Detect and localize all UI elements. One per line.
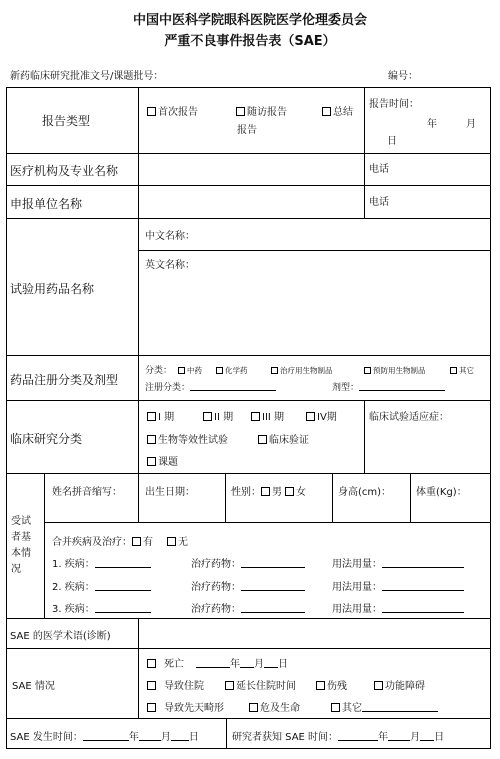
- checkbox-icon: [271, 367, 278, 374]
- subject-label-1: 受试: [11, 516, 31, 527]
- checkbox-icon: [147, 457, 156, 466]
- disease-2-field[interactable]: 2. 疾病：: [52, 578, 151, 593]
- institution-phone-label: 电话: [369, 164, 389, 175]
- report-followup-option[interactable]: 随访报告: [236, 103, 287, 118]
- blank-line: [382, 603, 464, 613]
- checkbox-icon: [147, 703, 156, 712]
- congenital-option[interactable]: 导致先天畸形: [147, 699, 224, 714]
- weight-label: 体重(Kg)：: [416, 487, 467, 498]
- checkbox-icon: [147, 107, 156, 116]
- checkbox-icon: [236, 107, 245, 116]
- category-chem-option[interactable]: 化学药: [216, 365, 248, 376]
- report-time-day: 日: [387, 136, 397, 147]
- checkbox-icon: [322, 107, 331, 116]
- category-tcm-option[interactable]: 中药: [178, 365, 202, 376]
- checkbox-icon: [178, 367, 185, 374]
- checkbox-icon: [331, 703, 340, 712]
- height-label: 身高(cm)：: [338, 487, 392, 498]
- sae-awareness-field[interactable]: 研究者获知 SAE 时间： 年 月 日: [232, 732, 445, 743]
- institution-label: 医疗机构及专业名称: [10, 164, 119, 178]
- blank-line: [240, 658, 254, 668]
- drug-2-field[interactable]: 治疗药物：: [191, 578, 305, 593]
- blank-line: [382, 581, 464, 591]
- checkbox-icon: [225, 681, 234, 690]
- form-title: 中国中医科学院眼科医院医学伦理委员会: [132, 13, 367, 28]
- phase-1-option[interactable]: I 期: [147, 408, 174, 423]
- phase-3-option[interactable]: III 期: [251, 408, 284, 423]
- topic-option[interactable]: 课题: [147, 453, 178, 468]
- dosage-form-blank: [359, 381, 445, 391]
- sae-onset-field[interactable]: SAE 发生时间： 年 月 日: [10, 732, 199, 743]
- serial-number-label: 编号：: [388, 71, 418, 82]
- dysfunction-option[interactable]: 功能障碍: [374, 677, 425, 692]
- blank-line: [241, 581, 305, 591]
- dosage-form-field[interactable]: 剂型：: [332, 380, 445, 393]
- report-summary-option[interactable]: 总结: [322, 103, 353, 118]
- checkbox-icon: [147, 659, 156, 668]
- bioequivalence-option[interactable]: 生物等效性试验: [147, 431, 228, 446]
- checkbox-icon: [203, 412, 212, 421]
- sae-term-label: SAE 的医学术语(诊断): [10, 631, 111, 642]
- subject-label-2: 者基: [11, 532, 31, 543]
- checkbox-icon: [364, 367, 371, 374]
- usage-1-field[interactable]: 用法用量：: [332, 555, 464, 570]
- approval-number-label: 新药临床研究批准文号/课题批号：: [10, 71, 164, 82]
- checkbox-icon: [261, 487, 270, 496]
- report-type-label: 报告类型: [42, 114, 91, 128]
- drug-name-label: 试验用药品名称: [10, 282, 95, 296]
- checkbox-icon: [374, 681, 383, 690]
- blank-line: [241, 603, 305, 613]
- report-time-year: 年: [427, 119, 437, 130]
- other-option[interactable]: 其它: [331, 699, 438, 714]
- blank-line: [95, 581, 151, 591]
- drug-en-name-label: 英文名称：: [145, 260, 195, 271]
- death-option[interactable]: 死亡 年 月 日: [147, 655, 288, 670]
- disability-option[interactable]: 伤残: [316, 677, 347, 692]
- reg-class-blank: [190, 381, 276, 391]
- category-label: 分类：: [145, 366, 173, 376]
- blank-line: [171, 731, 189, 741]
- blank-line: [362, 702, 438, 712]
- disease-3-field[interactable]: 3. 疾病：: [52, 600, 151, 615]
- applicant-phone-label: 电话: [369, 197, 389, 208]
- blank-line: [95, 558, 151, 568]
- checkbox-icon: [216, 367, 223, 374]
- drug-1-field[interactable]: 治疗药物：: [191, 555, 305, 570]
- checkbox-icon: [450, 367, 457, 374]
- checkbox-icon: [258, 435, 267, 444]
- category-preventive-option[interactable]: 预防用生物制品: [364, 365, 426, 376]
- checkbox-icon: [147, 681, 156, 690]
- life-threatening-option[interactable]: 危及生命: [249, 699, 300, 714]
- disease-1-field[interactable]: 1. 疾病：: [52, 555, 151, 570]
- blank-line: [388, 731, 410, 741]
- category-other-option[interactable]: 其它: [450, 365, 474, 376]
- usage-2-field[interactable]: 用法用量：: [332, 578, 464, 593]
- report-time-month: 月: [466, 119, 476, 130]
- checkbox-icon: [316, 681, 325, 690]
- subject-label-3: 本情: [11, 548, 31, 559]
- dob-label: 出生日期：: [145, 487, 195, 498]
- applicant-label: 申报单位名称: [10, 197, 83, 211]
- usage-3-field[interactable]: 用法用量：: [332, 600, 464, 615]
- study-class-label: 临床研究分类: [10, 432, 83, 446]
- sex-field[interactable]: 性别： 男 女: [231, 487, 306, 498]
- checkbox-icon: [249, 703, 258, 712]
- checkbox-icon: [251, 412, 260, 421]
- checkbox-icon: [132, 537, 141, 546]
- category-therapeutic-option[interactable]: 治疗用生物制品: [271, 365, 333, 376]
- blank-line: [196, 658, 230, 668]
- blank-line: [95, 603, 151, 613]
- blank-line: [83, 731, 129, 741]
- sae-status-label: SAE 情况: [12, 681, 55, 692]
- checkbox-icon: [147, 435, 156, 444]
- report-followup-option-cont: 报告: [237, 125, 257, 136]
- blank-line: [382, 558, 464, 568]
- checkbox-icon: [147, 412, 156, 421]
- phase-2-option[interactable]: II 期: [203, 408, 233, 423]
- checkbox-icon: [285, 487, 294, 496]
- indication-label: 临床试验适应症：: [369, 412, 449, 423]
- reg-class-field[interactable]: 注册分类：: [145, 380, 276, 393]
- hospitalization-option[interactable]: 导致住院: [147, 677, 204, 692]
- subject-label-4: 况: [11, 564, 21, 575]
- blank-line: [241, 558, 305, 568]
- drug-cn-name-label: 中文名称：: [145, 231, 195, 242]
- blank-line: [139, 731, 161, 741]
- report-first-option[interactable]: 首次报告: [147, 103, 198, 118]
- comorbidity-field[interactable]: 合并疾病及治疗： 有 无: [52, 537, 188, 548]
- checkbox-icon: [167, 537, 176, 546]
- report-time-label: 报告时间：: [369, 99, 419, 110]
- clinical-verification-option[interactable]: 临床验证: [258, 431, 309, 446]
- prolonged-stay-option[interactable]: 延长住院时间: [225, 677, 296, 692]
- blank-line: [420, 731, 434, 741]
- blank-line: [338, 731, 378, 741]
- registration-label: 药品注册分类及剂型: [10, 373, 119, 387]
- blank-line: [264, 658, 278, 668]
- initials-label: 姓名拼音缩写：: [52, 487, 122, 498]
- checkbox-icon: [306, 412, 315, 421]
- form-subtitle: 严重不良事件报告表（SAE）: [164, 34, 336, 49]
- phase-4-option[interactable]: IV期: [306, 408, 337, 423]
- drug-3-field[interactable]: 治疗药物：: [191, 600, 305, 615]
